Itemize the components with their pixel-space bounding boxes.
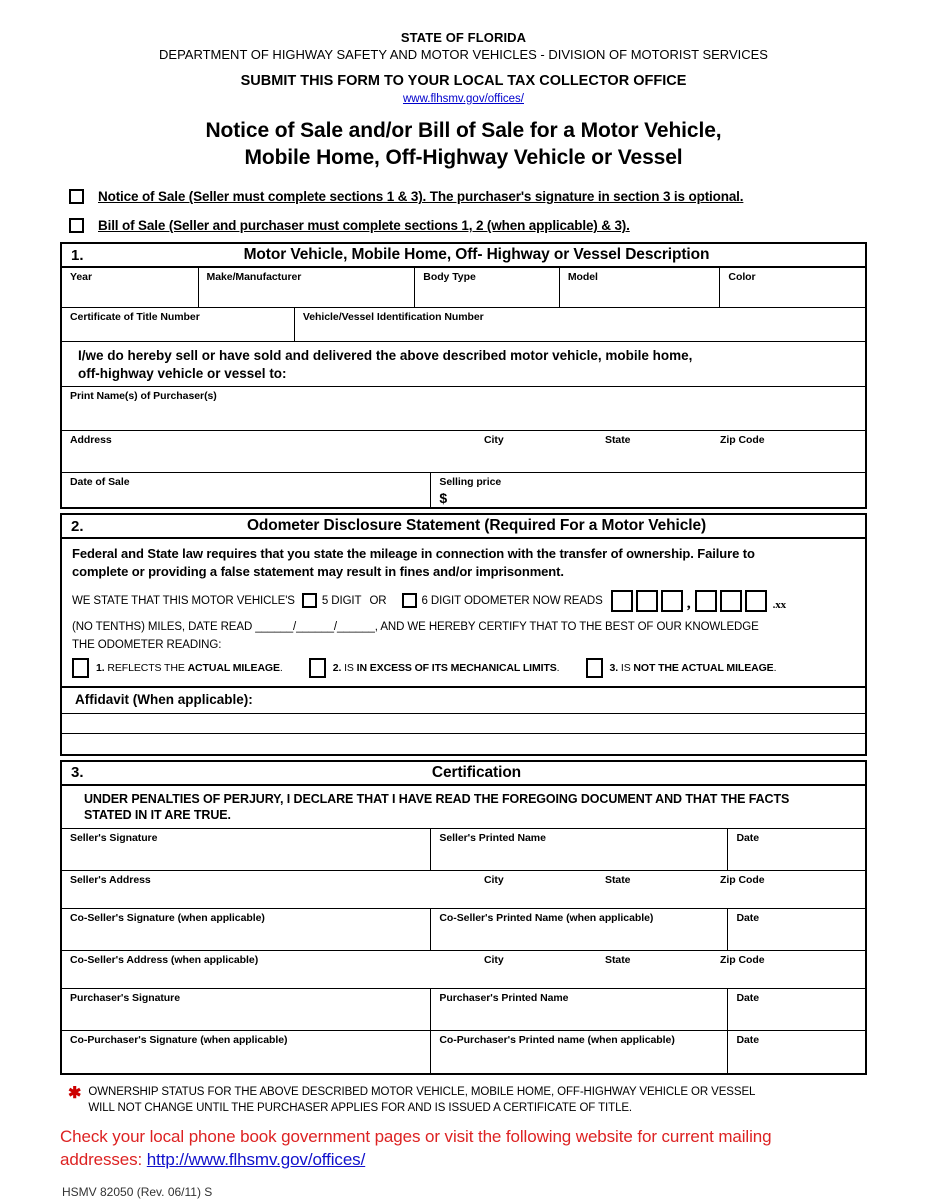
option-2-post: . [556, 661, 560, 674]
sell-statement-line-1: I/we do hereby sell or have sold and delivered the above described motor vehicle, mobile home, [78, 348, 693, 364]
odometer-intro [72, 545, 855, 580]
checkbox-6-digit[interactable] [402, 593, 417, 608]
affidavit-blank-line[interactable] [62, 714, 865, 734]
affidavit-label: Affidavit (When applicable): [62, 686, 865, 714]
vehicle-description-row [62, 268, 865, 308]
sell-statement [62, 342, 865, 387]
odometer-digit-box[interactable] [611, 590, 633, 612]
field-purchaser-signature-label: Purchaser's Signature [70, 992, 180, 1005]
option-2-bold: IN EXCESS OF ITS MECHANICAL LIMITS [356, 661, 557, 674]
currency-symbol: $ [439, 490, 448, 507]
title-number-row [62, 308, 865, 342]
option-not-actual-label [610, 662, 777, 674]
checkbox-5-digit[interactable] [302, 593, 317, 608]
section-3-number: 3. [71, 764, 84, 782]
field-seller-printed-name[interactable] [431, 829, 728, 870]
option-2-pre: IS [341, 661, 357, 674]
odometer-digit-box[interactable] [745, 590, 767, 612]
field-certificate-of-title-number[interactable] [62, 308, 295, 341]
field-coseller-address[interactable] [62, 951, 865, 988]
checkbox-actual-mileage[interactable] [72, 658, 89, 678]
section-2-title: Odometer Disclosure Statement (Required For a Motor Vehicle) [246, 517, 707, 535]
agency-department-title: DEPARTMENT OF HIGHWAY SAFETY AND MOTOR VEHICLES - DIVISION OF MOTORIST SERVICES [159, 47, 768, 63]
purchaser-name-row [62, 387, 865, 431]
odometer-digit-box[interactable] [636, 590, 658, 612]
field-coseller-printed-name-label: Co-Seller's Printed Name (when applicable) [439, 912, 654, 925]
field-purchaser-address[interactable] [62, 431, 865, 472]
field-seller-signature-label: Seller's Signature [70, 832, 158, 845]
option-3-bold: NOT THE ACTUAL MILEAGE [633, 661, 774, 674]
field-coseller-address-label: Co-Seller's Address (when applicable) [70, 954, 259, 967]
section-2-header [60, 513, 867, 539]
ownership-note-line-1: OWNERSHIP STATUS FOR THE ABOVE DESCRIBED MOTOR VEHICLE, MOBILE HOME, OFF-HIGHWAY VEHICLE OR VESSEL [88, 1086, 756, 1099]
section-1-number: 1. [71, 246, 84, 264]
field-copurchaser-printed-name-label: Co-Purchaser's Printed name (when applicable) [439, 1034, 675, 1047]
affidavit-blank-line[interactable] [62, 734, 865, 754]
field-city-label: City [484, 434, 504, 447]
field-date-of-sale[interactable] [62, 473, 431, 507]
form-number: HSMV 82050 (Rev. 06/11) S [62, 1185, 213, 1200]
field-make[interactable] [199, 268, 416, 307]
field-purchaser-names[interactable] [62, 387, 865, 430]
mailing-address-notice [60, 1116, 867, 1172]
six-digit-label: 6 DIGIT ODOMETER NOW READS [421, 594, 603, 607]
section-1-header [60, 242, 867, 268]
field-coseller-signature[interactable] [62, 909, 431, 950]
option-notice-of-sale-label: Notice of Sale (Seller must complete sections 1 & 3). The purchaser's signature in section 3 is optional. [98, 189, 744, 205]
field-body-type[interactable] [415, 268, 560, 307]
section-1-title: Motor Vehicle, Mobile Home, Off- Highway or Vessel Description [243, 246, 710, 264]
section-3-header [60, 760, 867, 786]
option-1-post: . [279, 661, 283, 674]
option-3-post: . [773, 661, 777, 674]
form-title-line-2: Mobile Home, Off-Highway Vehicle or Vessel [244, 145, 683, 169]
option-3-number: 3. [609, 661, 619, 674]
odometer-digit-box[interactable] [720, 590, 742, 612]
form-title [60, 106, 867, 171]
section-2-number: 2. [71, 517, 84, 535]
field-coseller-city-label: City [484, 954, 504, 967]
field-seller-city-label: City [484, 874, 504, 887]
field-certificate-of-title-number-label: Certificate of Title Number [70, 311, 200, 324]
field-make-label: Make/Manufacturer [206, 271, 302, 284]
field-copurchaser-date-label: Date [736, 1034, 760, 1047]
field-copurchaser-printed-name[interactable] [431, 1031, 728, 1073]
field-model[interactable] [560, 268, 721, 307]
header-offices-link[interactable]: www.flhsmv.gov/offices/ [402, 92, 524, 105]
option-actual-mileage-label [96, 662, 283, 674]
field-purchaser-date[interactable] [728, 989, 865, 1030]
form-type-options [60, 171, 867, 238]
field-coseller-date[interactable] [728, 909, 865, 950]
field-purchaser-names-label: Print Name(s) of Purchaser(s) [70, 390, 217, 403]
field-state-label: State [605, 434, 631, 447]
odometer-condition-options [72, 658, 855, 678]
field-selling-price-label: Selling price [439, 476, 502, 489]
table-row [62, 871, 865, 909]
field-copurchaser-date[interactable] [728, 1031, 865, 1073]
five-digit-label: 5 DIGIT [321, 594, 362, 607]
checkbox-not-actual-mileage[interactable] [586, 658, 603, 678]
odometer-intro-line-2: complete or providing a false statement may result in fines and/or imprisonment. [72, 563, 564, 579]
asterisk-icon: ✱ [68, 1085, 82, 1103]
field-vin[interactable] [295, 308, 865, 341]
table-row [62, 951, 865, 989]
purchaser-address-row [62, 431, 865, 473]
perjury-line-2: STATED IN IT ARE TRUE. [84, 808, 231, 823]
or-text: OR [369, 594, 387, 607]
table-row [62, 909, 865, 951]
mailing-notice-line-1: Check your local phone book government pages or visit the following website for current mailing [60, 1127, 772, 1147]
perjury-line-1: UNDER PENALTIES OF PERJURY, I DECLARE THAT I HAVE READ THE FOREGOING DOCUMENT AND THAT THE FACTS [84, 791, 790, 806]
field-coseller-date-label: Date [736, 912, 760, 925]
option-1-bold: ACTUAL MILEAGE [187, 661, 280, 674]
ownership-note-line-2: WILL NOT CHANGE UNTIL THE PURCHASER APPLIES FOR AND IS ISSUED A CERTIFICATE OF TITLE. [88, 1101, 633, 1114]
perjury-statement [62, 786, 865, 830]
mailing-notice-separator: : [137, 1150, 147, 1170]
odometer-disclosure-content [62, 539, 865, 686]
odometer-thousands-comma: , [686, 595, 691, 613]
field-vin-label: Vehicle/Vessel Identification Number [302, 311, 484, 324]
field-seller-state-label: State [605, 874, 631, 887]
table-row [62, 989, 865, 1031]
field-color-label: Color [728, 271, 756, 284]
field-coseller-state-label: State [605, 954, 631, 967]
checkbox-bill-of-sale[interactable] [69, 218, 84, 233]
field-model-label: Model [567, 271, 598, 284]
section-3-title: Certification [431, 763, 522, 781]
sale-date-price-row [62, 473, 865, 507]
table-row [62, 1031, 865, 1073]
form-title-line-1: Notice of Sale and/or Bill of Sale for a Motor Vehicle, [205, 119, 722, 143]
option-3-pre: IS [618, 661, 634, 674]
section-1-body [60, 268, 867, 509]
ownership-status-text [88, 1085, 755, 1116]
odometer-digit-box[interactable] [661, 590, 683, 612]
submit-instruction: SUBMIT THIS FORM TO YOUR LOCAL TAX COLLECTOR OFFICE [240, 72, 687, 89]
footer-offices-link[interactable]: http://www.flhsmv.gov/offices/ [146, 1150, 366, 1170]
field-coseller-signature-label: Co-Seller's Signature (when applicable) [70, 912, 265, 925]
sell-statement-line-2: off-highway vehicle or vessel to: [78, 366, 287, 382]
option-bill-of-sale-label: Bill of Sale (Seller and purchaser must complete sections 1, 2 (when applicable) & 3). [98, 218, 630, 234]
mailing-notice-prefix: addresses [60, 1150, 138, 1170]
agency-state-title: STATE OF FLORIDA [400, 30, 527, 45]
field-coseller-zip-label: Zip Code [720, 954, 765, 967]
field-seller-printed-name-label: Seller's Printed Name [439, 832, 546, 845]
field-seller-date-label: Date [736, 832, 760, 845]
field-seller-date[interactable] [728, 829, 865, 870]
checkbox-excess-mechanical-limits[interactable] [309, 658, 326, 678]
field-copurchaser-signature-label: Co-Purchaser's Signature (when applicable) [70, 1034, 288, 1047]
field-purchaser-printed-name-label: Purchaser's Printed Name [439, 992, 569, 1005]
field-purchaser-signature[interactable] [62, 989, 431, 1030]
field-coseller-printed-name[interactable] [431, 909, 728, 950]
field-date-of-sale-label: Date of Sale [70, 476, 130, 489]
date-read-line[interactable]: (NO TENTHS) MILES, DATE READ ______/______/______, AND WE HEREBY CERTIFY THAT TO THE BEST OF OUR KNOWLEDGE [72, 620, 759, 633]
section-2-body [60, 539, 867, 756]
ownership-status-note [60, 1075, 867, 1116]
field-address-label: Address [70, 434, 112, 447]
section-3-body [60, 786, 867, 1076]
odometer-reading-label: THE ODOMETER READING: [72, 638, 222, 651]
field-body-type-label: Body Type [423, 271, 476, 284]
field-seller-address-label: Seller's Address [70, 874, 151, 887]
field-year-label: Year [70, 271, 92, 284]
odometer-digit-boxes [611, 590, 786, 612]
odometer-intro-line-1: Federal and State law requires that you state the mileage in connection with the transfer of ownership. Failure to [72, 546, 755, 562]
option-excess-limits-label [333, 662, 560, 674]
mailing-notice-line-2 [60, 1149, 867, 1172]
field-zip-label: Zip Code [720, 434, 765, 447]
field-seller-signature[interactable] [62, 829, 431, 870]
field-selling-price[interactable] [431, 473, 865, 507]
we-state-text: WE STATE THAT THIS MOTOR VEHICLE'S [72, 594, 295, 607]
option-1-pre: REFLECTS THE [104, 661, 188, 674]
field-seller-address[interactable] [62, 871, 865, 908]
odometer-reading-row [72, 590, 855, 612]
option-2-number: 2. [332, 661, 342, 674]
option-bill-of-sale[interactable] [60, 213, 867, 238]
table-row [62, 829, 865, 871]
checkbox-notice-of-sale[interactable] [69, 189, 84, 204]
field-purchaser-printed-name[interactable] [431, 989, 728, 1030]
odometer-digit-box[interactable] [695, 590, 717, 612]
field-year[interactable] [62, 268, 199, 307]
field-seller-zip-label: Zip Code [720, 874, 765, 887]
field-copurchaser-signature[interactable] [62, 1031, 431, 1073]
field-color[interactable] [720, 268, 865, 307]
option-notice-of-sale[interactable] [60, 184, 867, 209]
option-1-number: 1. [96, 661, 105, 674]
field-purchaser-date-label: Date [736, 992, 760, 1005]
odometer-decimal-suffix: .xx [772, 598, 787, 611]
